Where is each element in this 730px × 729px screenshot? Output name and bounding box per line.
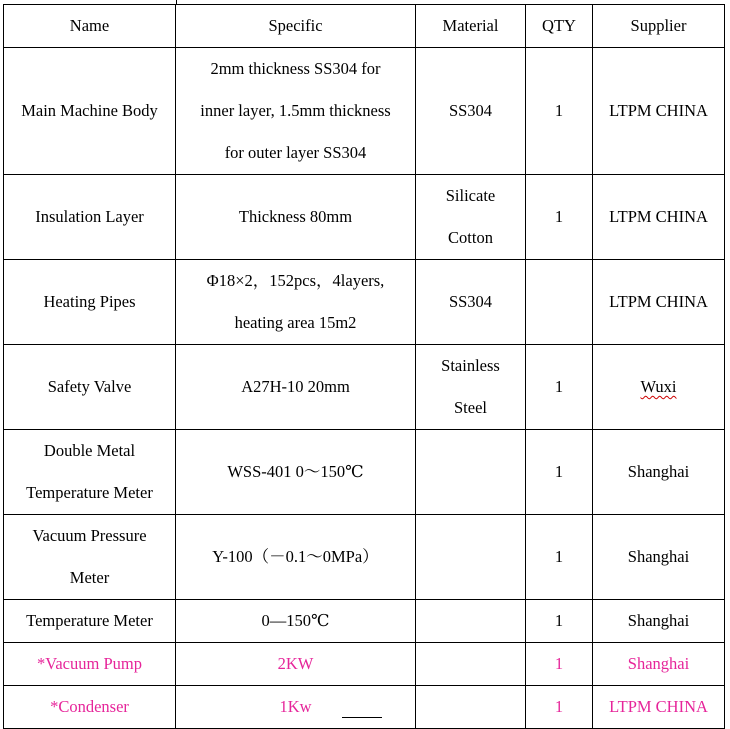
cell-specific bbox=[176, 643, 416, 686]
name-text: *Vacuum Pump bbox=[37, 654, 142, 673]
cell-supplier bbox=[593, 430, 725, 515]
cell-supplier bbox=[593, 48, 725, 175]
cell-qty bbox=[526, 643, 593, 686]
cell-qty bbox=[526, 515, 593, 600]
table-row bbox=[4, 515, 725, 600]
header-supplier: Supplier bbox=[593, 5, 725, 48]
supplier-text: Shanghai bbox=[627, 462, 690, 481]
name-text: Temperature Meter bbox=[26, 611, 153, 630]
name-text: Safety Valve bbox=[47, 377, 132, 396]
specific-text: 1Kw bbox=[279, 697, 312, 716]
specific-text: Thickness 80mm bbox=[238, 207, 353, 226]
supplier-text: LTPM CHINA bbox=[609, 207, 708, 226]
specific-text: 2mm thickness SS304 for inner layer, 1.5mm thickness for outer layer SS304 bbox=[200, 59, 391, 162]
header-material: Material bbox=[416, 5, 526, 48]
cell-material bbox=[416, 345, 526, 430]
cell-qty bbox=[526, 48, 593, 175]
material-text: SS304 bbox=[448, 292, 493, 311]
name-text: *Condenser bbox=[50, 697, 129, 716]
supplier-text: Shanghai bbox=[627, 547, 690, 566]
supplier-text: LTPM CHINA bbox=[609, 697, 708, 716]
header-qty: QTY bbox=[526, 5, 593, 48]
cell-specific bbox=[176, 175, 416, 260]
material-text: Stainless Steel bbox=[441, 356, 500, 417]
cell-material bbox=[416, 600, 526, 643]
supplier-text: Shanghai bbox=[627, 611, 690, 630]
specific-text: 2KW bbox=[277, 654, 314, 673]
cell-supplier bbox=[593, 345, 725, 430]
table-row bbox=[4, 345, 725, 430]
cell-qty bbox=[526, 686, 593, 729]
cell-specific bbox=[176, 260, 416, 345]
name-text: Vacuum Pressure Meter bbox=[32, 526, 147, 587]
specific-text: Φ18×2，152pcs，4layers, heating area 15m2 bbox=[206, 271, 385, 332]
name-text: Main Machine Body bbox=[21, 101, 158, 120]
cell-supplier bbox=[593, 515, 725, 600]
qty-text: 1 bbox=[554, 697, 564, 716]
cell-specific bbox=[176, 345, 416, 430]
header-specific: Specific bbox=[176, 5, 416, 48]
cell-name bbox=[4, 643, 176, 686]
header-name: Name bbox=[4, 5, 176, 48]
cell-specific bbox=[176, 48, 416, 175]
supplier-text: LTPM CHINA bbox=[609, 101, 708, 120]
table-row-highlighted bbox=[4, 686, 725, 729]
cell-specific bbox=[176, 515, 416, 600]
name-text: Insulation Layer bbox=[35, 207, 144, 226]
table-row bbox=[4, 175, 725, 260]
supplier-text: LTPM CHINA bbox=[609, 292, 708, 311]
header-row bbox=[4, 5, 725, 48]
cell-specific bbox=[176, 600, 416, 643]
cell-qty bbox=[526, 345, 593, 430]
name-text: Double Metal Temperature Meter bbox=[26, 441, 153, 502]
cell-name bbox=[4, 175, 176, 260]
cell-name bbox=[4, 48, 176, 175]
supplier-text: Wuxi bbox=[640, 377, 677, 396]
page-edge-mark-bottom bbox=[342, 717, 382, 718]
specific-text: WSS-401 0～150℃ bbox=[227, 462, 364, 481]
cell-supplier bbox=[593, 600, 725, 643]
qty-text: 1 bbox=[554, 377, 564, 396]
cell-material bbox=[416, 430, 526, 515]
table-row bbox=[4, 430, 725, 515]
cell-name bbox=[4, 430, 176, 515]
cell-material bbox=[416, 260, 526, 345]
cell-material bbox=[416, 643, 526, 686]
equipment-spec-table bbox=[3, 4, 725, 729]
cell-material bbox=[416, 686, 526, 729]
qty-text: 1 bbox=[554, 101, 564, 120]
cell-name bbox=[4, 600, 176, 643]
cell-specific bbox=[176, 430, 416, 515]
specific-text: A27H-10 20mm bbox=[241, 377, 350, 396]
cell-supplier bbox=[593, 686, 725, 729]
table-row-highlighted bbox=[4, 643, 725, 686]
cell-name bbox=[4, 260, 176, 345]
cell-material bbox=[416, 515, 526, 600]
cell-supplier bbox=[593, 260, 725, 345]
material-text: Silicate Cotton bbox=[445, 186, 496, 247]
qty-text: 1 bbox=[554, 611, 564, 630]
cell-qty bbox=[526, 430, 593, 515]
cell-supplier bbox=[593, 175, 725, 260]
cell-name bbox=[4, 515, 176, 600]
cell-supplier bbox=[593, 643, 725, 686]
specific-text: Y-100（－0.1～0MPa） bbox=[212, 547, 379, 566]
cell-material bbox=[416, 175, 526, 260]
cell-material bbox=[416, 48, 526, 175]
material-text: SS304 bbox=[448, 101, 493, 120]
cell-specific bbox=[176, 686, 416, 729]
cell-qty bbox=[526, 600, 593, 643]
document-page bbox=[3, 4, 725, 729]
cell-qty bbox=[526, 175, 593, 260]
qty-text: 1 bbox=[554, 654, 564, 673]
qty-text: 1 bbox=[554, 207, 564, 226]
cell-name bbox=[4, 345, 176, 430]
table-row bbox=[4, 600, 725, 643]
qty-text: 1 bbox=[554, 462, 564, 481]
qty-text: 1 bbox=[554, 547, 564, 566]
name-text: Heating Pipes bbox=[43, 292, 136, 311]
supplier-text: Shanghai bbox=[627, 654, 690, 673]
cell-qty bbox=[526, 260, 593, 345]
table-row bbox=[4, 48, 725, 175]
table-row bbox=[4, 260, 725, 345]
cell-name bbox=[4, 686, 176, 729]
specific-text: 0—150℃ bbox=[261, 611, 330, 630]
